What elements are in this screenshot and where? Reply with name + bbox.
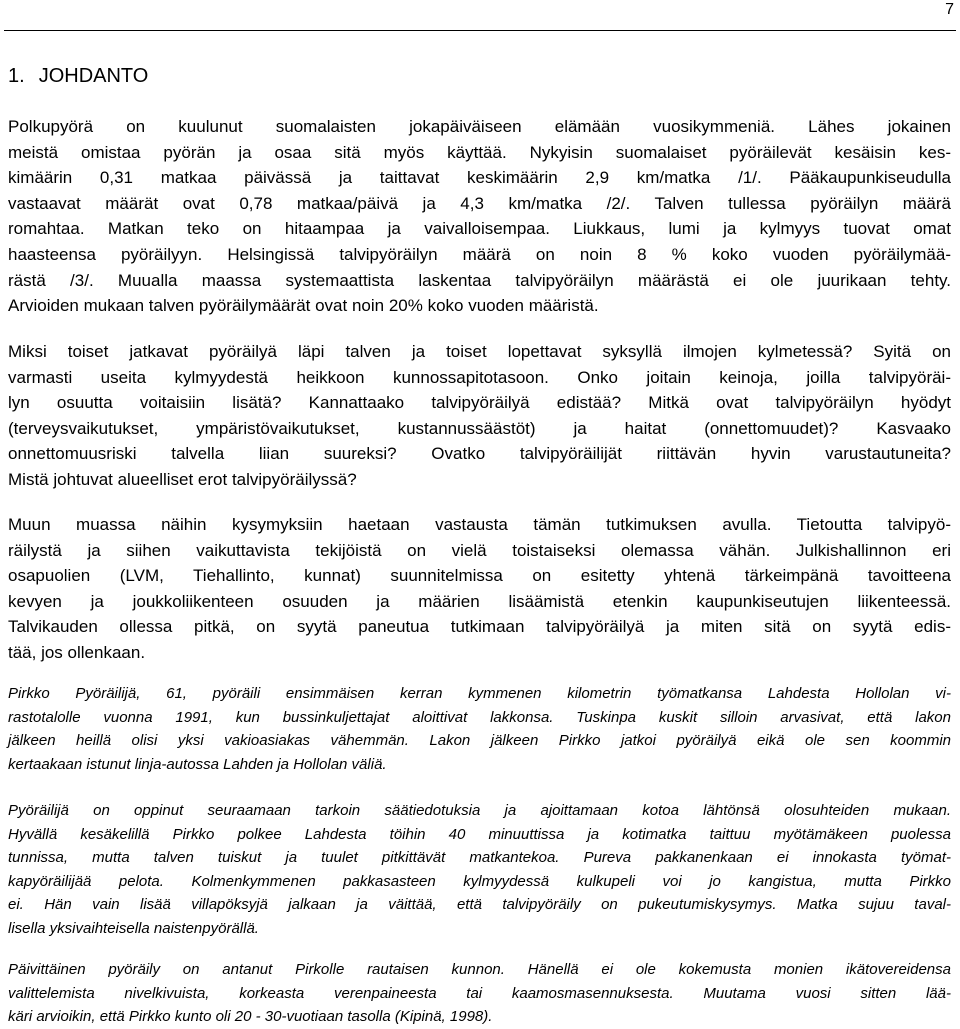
narrative-line: lisella yksivaihteisella naistenpyörällä. <box>8 919 259 937</box>
paragraph-line: kimäärin 0,31 matkaa päivässä ja taittavat keskimäärin 2,9 km/matka /1/. Pääkaupunkiseudulla <box>8 168 951 188</box>
narrative-paragraph-3 <box>8 958 951 1029</box>
narrative-paragraph-1 <box>8 682 951 776</box>
narrative-line: Hyvällä kesäkelillä Pirkko polkee Lahdesta töihin 40 minuuttissa ja kotimatka taittuu myötämäkeen puolessa <box>8 825 951 843</box>
narrative-line: valittelemista nivelkivuista, korkeasta verenpaineesta tai kaamosmasennuksesta. Muutama vuosi sitten lää- <box>8 984 951 1002</box>
narrative-line: jälkeen heillä olisi yksi vakioasiakas vähemmän. Lakon jälkeen Pirkko jatkoi pyöräilyä eikä ole sen koommin <box>8 732 951 749</box>
paragraph-line: onnettomuusriski talvella liian suureksi? Ovatko talvipyöräilijät riittävän hyvin varustautuneita? <box>8 444 951 464</box>
paragraph-line: vastaavat määrät ovat 0,78 matkaa/päivä ja 4,3 km/matka /2/. Talven tullessa pyöräilyn määrä <box>8 193 951 213</box>
body-paragraph-1 <box>8 114 951 319</box>
paragraph-line: Miksi toiset jatkavat pyöräilyä läpi talven ja toiset lopettavat syksyllä ilmojen kylmetessä? Syitä on <box>8 342 951 361</box>
paragraph-line: Polkupyörä on kuulunut suomalaisten jokapäiväiseen elämään vuosikymmeniä. Lähes jokainen <box>8 117 951 136</box>
narrative-line: Päivittäinen pyöräily on antanut Pirkolle rautaisen kunnon. Hänellä ei ole kokemusta monien ikätovereidensa <box>8 961 951 978</box>
paragraph-line: Talvikauden ollessa pitkä, on syytä paneutua tutkimaan talvipyöräilyä ja miten sitä on syytä edis- <box>8 617 951 637</box>
narrative-line: ei. Hän vain lisää villapöksyjä jalkaan ja väittää, että talvipyöräily on pukeutumiskysymys. Matka sujuu taval- <box>8 896 951 913</box>
narrative-line: Pyöräilijä on oppinut seuraamaan tarkoin säätiedotuksia ja ajoittamaan kotoa lähtönsä olosuhteiden mukaan. <box>8 802 951 819</box>
paragraph-line: Muun muassa näihin kysymyksiin haetaan vastausta tämän tutkimuksen avulla. Tietoutta talvipyö- <box>8 515 951 534</box>
narrative-line: kapyöräilijää pelota. Kolmenkymmenen pakkasasteen kylmyydessä kulkupeli voi jo kangistua, mutta Pirkko <box>8 872 951 890</box>
paragraph-line: räilystä ja siihen vaikuttavista tekijöistä on vielä toistaiseksi olemassa vähän. Julkishallinnon eri <box>8 540 951 560</box>
narrative-line: tunnissa, mutta talven tuiskut ja tuulet pitkittävät matkantekoa. Pureva pakkanenkaan ei innokasta työmat- <box>8 849 951 866</box>
body-paragraph-2 <box>8 339 951 493</box>
chapter-number: 1. <box>8 65 25 87</box>
paragraph-line: meistä omistaa pyörän ja osaa sitä myös käyttää. Nykyisin suomalaiset pyöräilevät kesäisin kes- <box>8 142 951 162</box>
narrative-line: käri arvioikin, että Pirkko kunto oli 20 - 30-vuotiaan tasolla (Kipinä, 1998). <box>8 1008 493 1025</box>
chapter-heading <box>8 63 808 89</box>
chapter-title: JOHDANTO <box>38 65 149 87</box>
paragraph-line: Arvioiden mukaan talven pyöräilymäärät ovat noin 20% koko vuoden määristä. <box>8 296 599 316</box>
paragraph-line: Mistä johtuvat alueelliset erot talvipyöräilyssä? <box>8 469 357 489</box>
paragraph-line: osapuolien (LVM, Tiehallinto, kunnat) suunnitelmissa on esitetty yhtenä tärkeimpänä tavoitteena <box>8 566 951 586</box>
narrative-paragraph-2 <box>8 799 951 940</box>
paragraph-line: romahtaa. Matkan teko on hitaampaa ja vaivalloisempaa. Liukkaus, lumi ja kylmyys tuovat omat <box>8 219 951 239</box>
paragraph-line: rästä /3/. Muualla maassa systemaattista laskentaa talvipyöräilyn määrästä ei ole juurikaan tehty. <box>8 270 951 290</box>
page-number: 7 <box>945 1 954 18</box>
paragraph-line: (terveysvaikutukset, ympäristövaikutukset, kustannussäästöt) ja haitat (onnettomuudet)? Kasvaako <box>8 418 951 438</box>
narrative-line: kertaakaan istunut linja-autossa Lahden ja Hollolan väliä. <box>8 755 387 773</box>
body-paragraph-3 <box>8 512 951 666</box>
paragraph-line: lyn osuutta voitaisiin lisätä? Kannattaako talvipyöräilyä edistää? Mitkä ovat talvipyöräilyn hyödyt <box>8 393 951 413</box>
paragraph-line: kevyen ja joukkoliikenteen osuuden ja määrien lisäämistä etenkin kaupunkiseutujen liikenteessä. <box>8 591 951 611</box>
header-rule <box>4 30 956 31</box>
paragraph-line: varmasti useita kylmyydestä heikkoon kunnossapitotasoon. Onko joitain keinoja, joilla talvipyöräi- <box>8 367 951 387</box>
paragraph-line: tää, jos ollenkaan. <box>8 642 146 662</box>
narrative-line: Pirkko Pyöräilijä, 61, pyöräili ensimmäisen kerran kymmenen kilometrin työmatkansa Lahdesta Hollolan vi- <box>8 685 951 702</box>
paragraph-line: haasteensa pyöräilyyn. Helsingissä talvipyöräilyn määrä on noin 8 % koko vuoden pyöräilymää- <box>8 244 951 264</box>
narrative-line: rastotalolle vuonna 1991, kun bussinkuljettajat aloittivat lakkonsa. Tuskinpa kuskit silloin arvasivat, että lakon <box>8 708 951 726</box>
